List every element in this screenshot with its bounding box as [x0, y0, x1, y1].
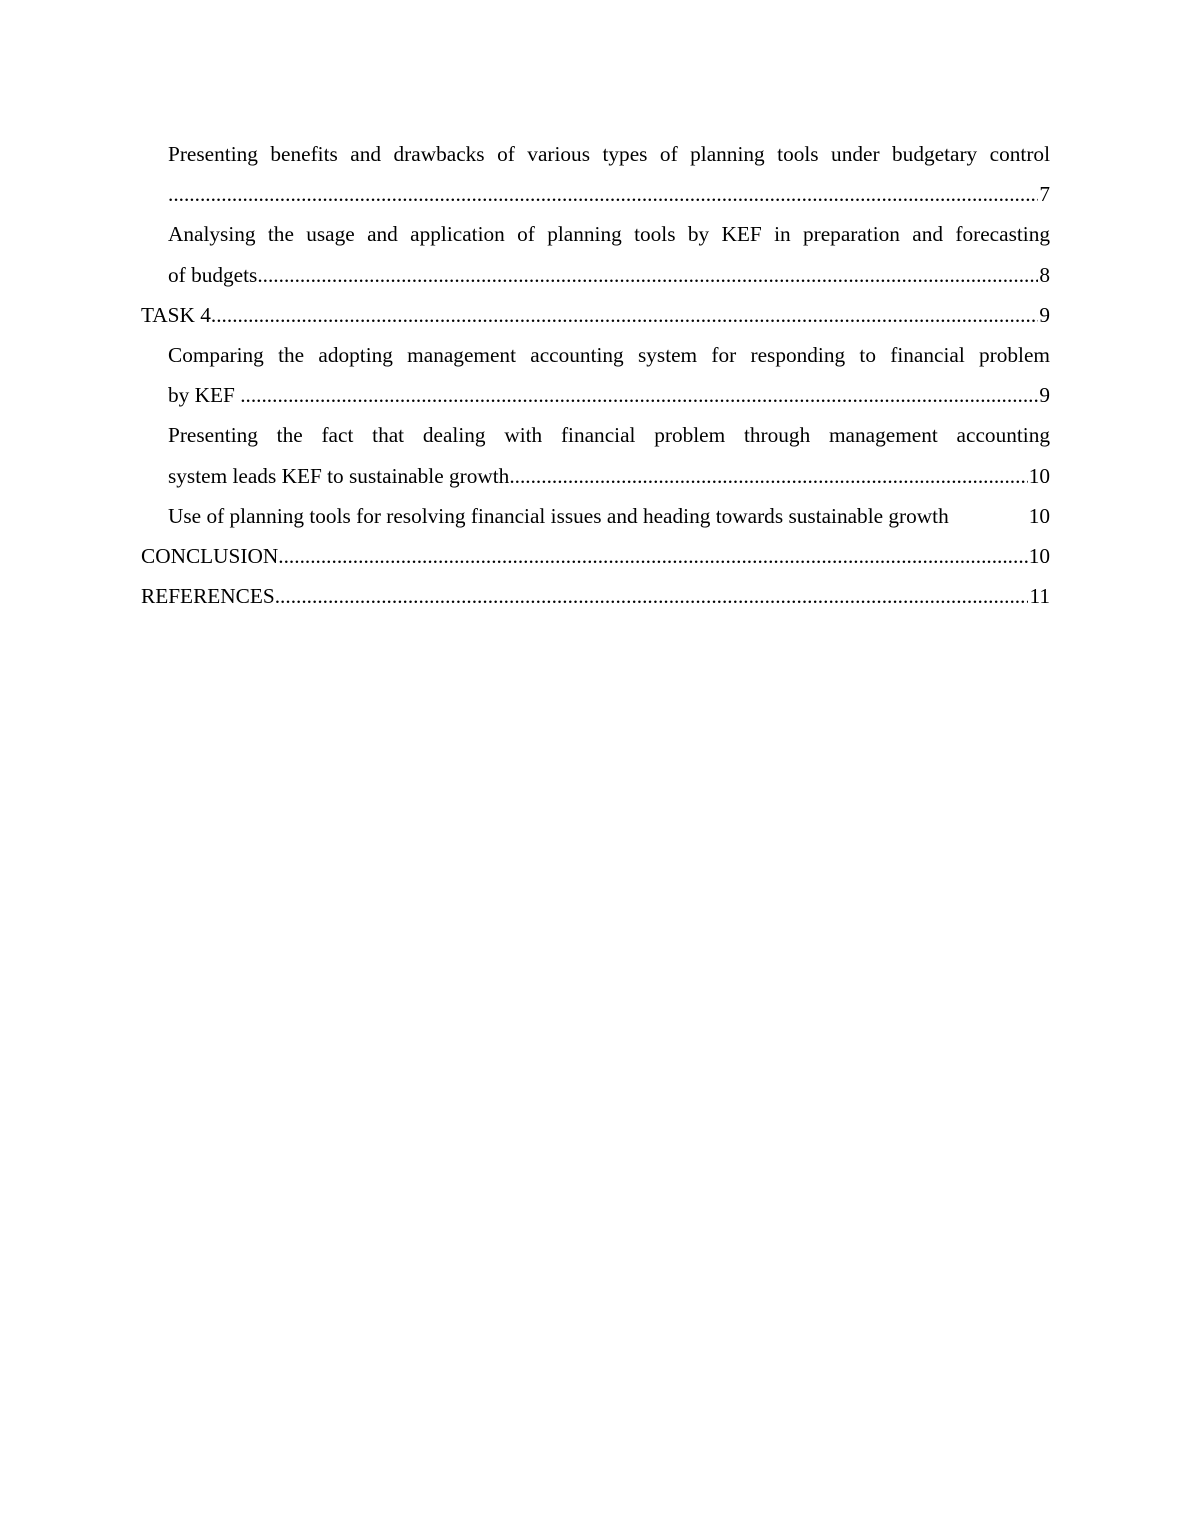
toc-page-number: 8	[1038, 255, 1050, 295]
toc-entry-leader-line	[168, 174, 1050, 214]
toc-entry-budgetary-control[interactable]	[141, 134, 1050, 214]
toc-page-number: 10	[1028, 496, 1050, 536]
toc-entry-planning-tools-usage[interactable]	[141, 214, 1050, 294]
toc-entry-text: REFERENCES .....	[141, 576, 1028, 616]
toc-entry-text: Use of planning tools for resolving financial issues and heading towards sustainable growth	[168, 503, 949, 528]
toc-page-number: 9	[1038, 295, 1050, 335]
toc-page-number: 11	[1028, 576, 1050, 616]
toc-entry-leader-line	[141, 536, 1050, 576]
toc-page-number: 9	[1038, 375, 1050, 415]
table-of-contents	[141, 134, 1050, 616]
toc-entry-resolving-financial-issues[interactable]	[141, 496, 1050, 536]
toc-entry-leader-line	[168, 496, 1050, 536]
toc-entry-leader-line	[168, 255, 1050, 295]
toc-page-number: 10	[1028, 536, 1050, 576]
toc-entry-text: Presenting the fact that dealing with financial problem through management accounting	[168, 423, 1050, 448]
toc-entry-text-continued: by KEF .....	[168, 375, 1038, 415]
toc-page-number: 10	[1028, 456, 1050, 496]
toc-entry-text: Comparing the adopting management accounting system for responding to financial problem	[168, 343, 1050, 368]
toc-entry-text-continued	[168, 174, 1038, 214]
toc-entry-sustainable-growth[interactable]	[141, 415, 1050, 495]
toc-entry-text-continued: system leads KEF to sustainable growth .....	[168, 456, 1028, 496]
toc-entry-text: TASK 4 .....	[141, 295, 1038, 335]
toc-entry-comparing-systems[interactable]	[141, 335, 1050, 415]
toc-entry-references[interactable]	[141, 576, 1050, 616]
toc-entry-leader-line	[141, 576, 1050, 616]
toc-entry-leader-line	[141, 295, 1050, 335]
toc-entry-text: Analysing the usage and application of planning tools by KEF in preparation and forecasting	[168, 222, 1050, 247]
toc-entry-task-4[interactable]	[141, 295, 1050, 335]
toc-entry-text-continued: of budgets .....	[168, 255, 1038, 295]
toc-entry-text: CONCLUSION .....	[141, 536, 1028, 576]
toc-entry-leader-line	[168, 456, 1050, 496]
toc-entry-leader-line	[168, 375, 1050, 415]
toc-entry-conclusion[interactable]	[141, 536, 1050, 576]
toc-page-number: 7	[1038, 174, 1050, 214]
toc-entry-text: Presenting benefits and drawbacks of various types of planning tools under budgetary control	[168, 142, 1050, 166]
